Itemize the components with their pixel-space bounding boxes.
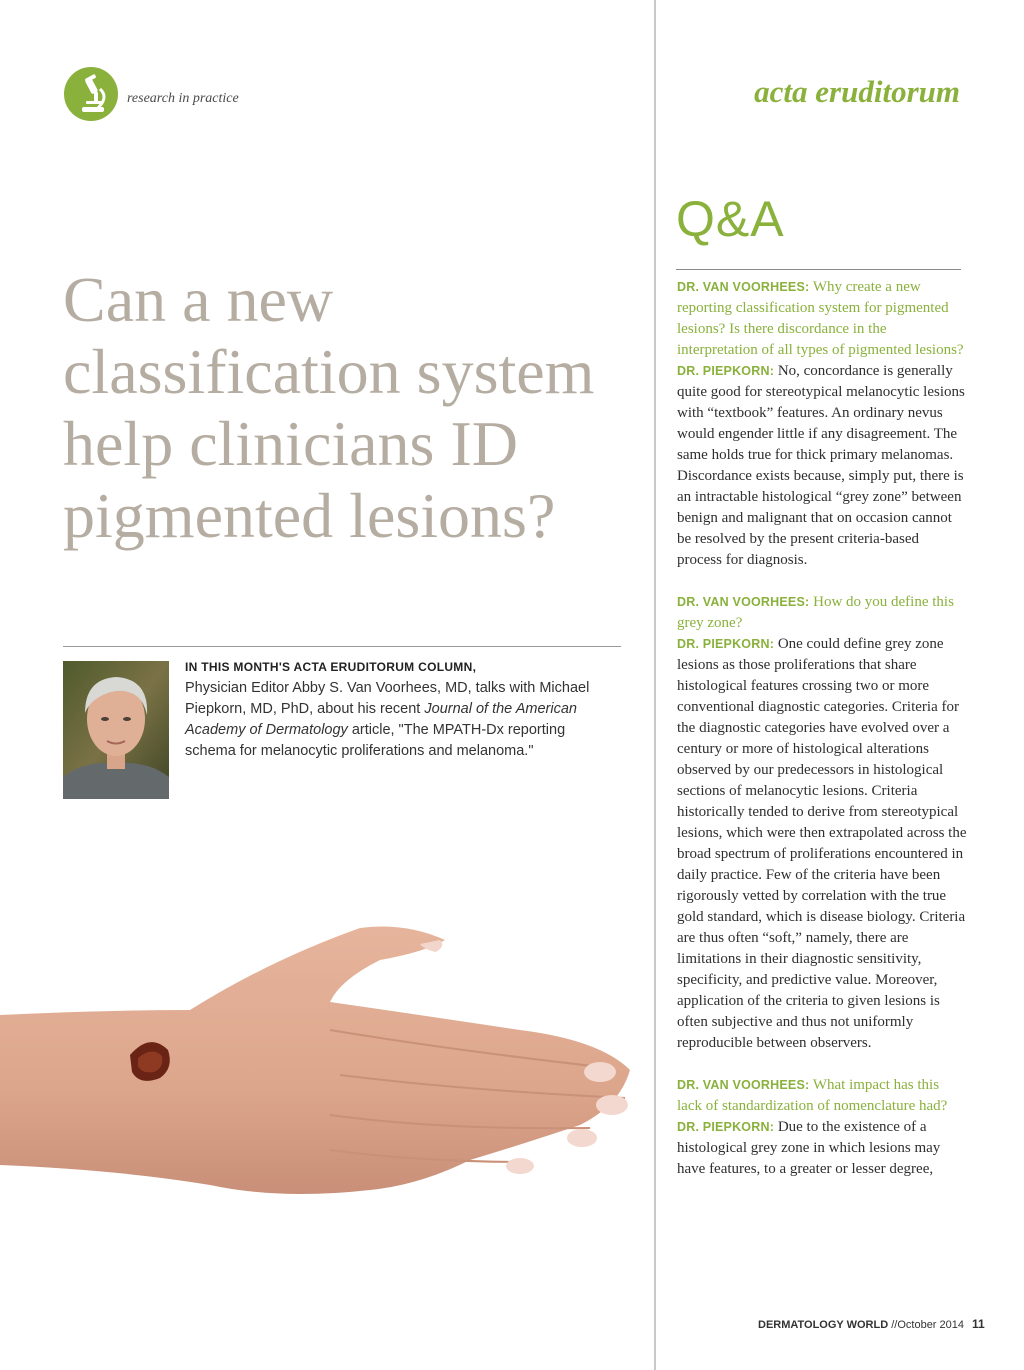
masthead-title: acta eruditorum bbox=[754, 74, 960, 109]
qa-title: Q&A bbox=[676, 191, 785, 247]
answer-text: Due to the existence of a histological grey zone in which lesions may have features, to a greater or lesser degree, bbox=[677, 1119, 941, 1177]
answer-speaker: DR. PIEPKORN: bbox=[677, 364, 775, 378]
answer-speaker: DR. PIEPKORN: bbox=[677, 1120, 775, 1134]
page-footer bbox=[758, 1317, 985, 1331]
author-portrait bbox=[63, 661, 169, 799]
question-text: What impact has this lack of standardization of nomenclature had? bbox=[677, 1077, 948, 1114]
question-speaker: DR. VAN VOORHEES: bbox=[677, 595, 810, 609]
question-text: How do you define this grey zone? bbox=[677, 594, 954, 631]
column-divider bbox=[654, 0, 656, 1370]
footer-issue: //October 2014 bbox=[888, 1319, 964, 1331]
intro-lead: IN THIS MONTH'S ACTA ERUDITORUM COLUMN, bbox=[185, 660, 477, 674]
intro-text bbox=[185, 678, 615, 762]
microscope-icon bbox=[64, 67, 118, 121]
hand-with-lesion-image bbox=[0, 900, 650, 1220]
question-speaker: DR. VAN VOORHEES: bbox=[677, 1078, 810, 1092]
question-text: Why create a new reporting classification system for pigmented lesions? Is there discordance in the interpretation of all types of pigmented lesions? bbox=[677, 279, 964, 358]
answer-text: No, concordance is generally quite good for stereotypical melanocytic lesions with “textbook” features. An ordinary nevus would engender little if any disagreement. The same holds true for thick primary melanomas. Discordance exists because, simply put, there is an intractable histological “grey zone” between benign and malignant that on occasion cannot be resolved by the present criteria-based process for diagnosis. bbox=[677, 363, 965, 568]
answer-text: One could define grey zone lesions as those proliferations that share histological features crossing two or more conventional diagnostic categories. Criteria for the diagnostic categories have evolved over a century or more of histological alterations observed by our predecessors in histological sections of melanocytic lesions. Criteria historically tended to derive from stereotypical lesions, which were then extrapolated across the broad spectrum of proliferations encountered in daily practice. Few of the criteria have been rigorously vetted by correlation with the true gold standard, which is disease biology. Criteria are thus often “soft,” namely, there are limitations in their diagnostic sensitivity, specificity, and predictive value. Moreover, application of the criteria to given lesions is often subjective and thus not uniformly reproducible between observers. bbox=[677, 636, 967, 1051]
qa-block bbox=[677, 277, 967, 571]
page-number: 11 bbox=[972, 1317, 985, 1331]
section-tag: research in practice bbox=[127, 91, 239, 106]
qa-column bbox=[677, 277, 967, 1201]
qa-block bbox=[677, 592, 967, 1054]
intro-text-part-1: Physician Editor Abby S. Van Voorhees, MD, talks with Michael Piepkorn, MD, PhD, about his recent bbox=[185, 680, 590, 717]
article-headline: Can a new classification system help clinicians ID pigmented lesions? bbox=[63, 264, 595, 551]
qa-rule bbox=[676, 269, 961, 270]
headline-rule bbox=[63, 646, 621, 647]
qa-block bbox=[677, 1075, 967, 1180]
footer-magazine: DERMATOLOGY WORLD bbox=[758, 1319, 889, 1331]
question-speaker: DR. VAN VOORHEES: bbox=[677, 280, 810, 294]
answer-speaker: DR. PIEPKORN: bbox=[677, 637, 775, 651]
intro-text-part-2: article, "The MPATH-Dx reporting schema for melanocytic proliferations and melanoma." bbox=[185, 722, 566, 759]
journal-name: Journal of the American Academy of Dermatology bbox=[185, 701, 577, 738]
